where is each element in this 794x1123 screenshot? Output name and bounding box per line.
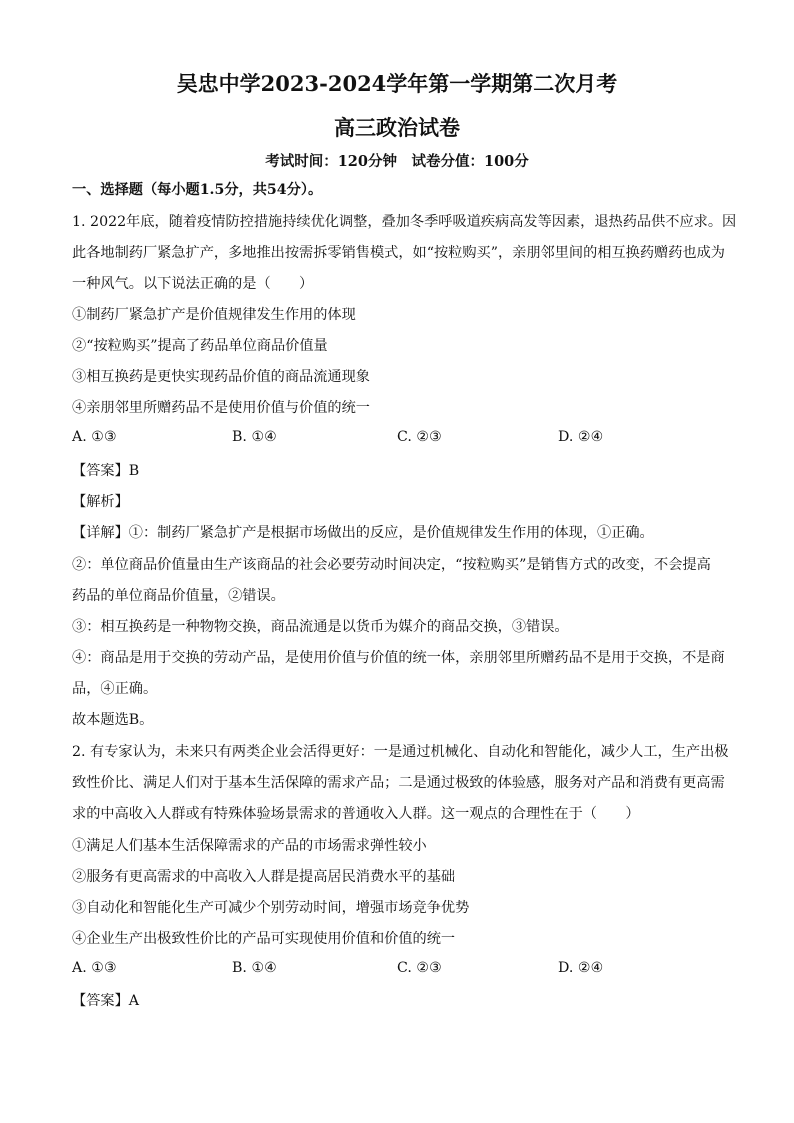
q1-conclusion: 故本题选B。 — [72, 712, 154, 728]
q2-statement: ④企业生产出极致性价比的产品可实现使用价值和价值的统一 — [72, 931, 456, 947]
q1-option-b: B. ①④ — [232, 429, 277, 445]
q2-answer: 【答案】A — [72, 993, 139, 1009]
q1-detail-line: 【详解】①：制药厂紧急扩产是根据市场做出的反应，是价值规律发生作用的体现，①正确。 — [72, 525, 654, 541]
q1-option-a: A. ①③ — [72, 429, 117, 445]
exam-info: 考试时间：120分钟 试卷分值：100分 — [265, 153, 529, 170]
q1-statement: ④亲朋邻里所赠药品不是使用价值与价值的统一 — [72, 400, 370, 416]
q2-option-d: D. ②④ — [558, 960, 604, 976]
q1-statement: ①制药厂紧急扩产是价值规律发生作用的体现 — [72, 307, 356, 323]
q1-detail-line: ④：商品是用于交换的劳动产品，是使用价值与价值的统一体，亲朋邻里所赠药品不是用于交换，不是商 — [72, 650, 725, 666]
q2-statement: ①满足人们基本生活保障需求的产品的市场需求弹性较小 — [72, 838, 427, 854]
q2-statement: ②服务有更高需求的中高收入人群是提高居民消费水平的基础 — [72, 869, 456, 885]
q1-analysis-label: 【解析】 — [72, 494, 129, 510]
q1-options — [72, 429, 722, 449]
q2-statement: ③自动化和智能化生产可减少个别劳动时间，增强市场竞争优势 — [72, 900, 470, 916]
q2-stem-line: 求的中高收入人群或有特殊体验场景需求的普通收入人群。这一观点的合理性在于（ ） — [72, 806, 640, 822]
q2-stem-line: 致性价比、满足人们对于基本生活保障的需求产品；二是通过极致的体验感，服务对产品和消费有更高需 — [72, 775, 725, 791]
q1-stem-line: 1. 2022年底，随着疫情防控措施持续优化调整，叠加冬季呼吸道疾病高发等因素，退热药品供不应求。因 — [72, 214, 737, 230]
q1-option-d: D. ②④ — [558, 429, 604, 445]
q1-detail-line: 药品的单位商品价值量，②错误。 — [72, 588, 285, 604]
section-heading: 一、选择题（每小题1.5分，共54分）。 — [72, 182, 323, 198]
q1-stem-line: 此各地制药厂紧急扩产，多地推出按需拆零销售模式，如“按粒购买”，亲朋邻里间的相互换药赠药也成为 — [72, 245, 725, 261]
q2-option-b: B. ①④ — [232, 960, 277, 976]
q1-stem-line: 一种风气。以下说法正确的是（ ） — [72, 276, 314, 292]
q2-option-a: A. ①③ — [72, 960, 117, 976]
q2-stem-line: 2. 有专家认为，未来只有两类企业会活得更好：一是通过机械化、自动化和智能化，减少人工，生产出极 — [72, 744, 729, 760]
q1-detail-line: ②：单位商品价值量由生产该商品的社会必要劳动时间决定，“按粒购买”是销售方式的改变，不会提高 — [72, 557, 711, 573]
q1-option-c: C. ②③ — [397, 429, 442, 445]
q1-detail-line: 品，④正确。 — [72, 681, 158, 697]
q1-statement: ②“按粒购买”提高了药品单位商品价值量 — [72, 338, 328, 354]
exam-title: 吴忠中学2023-2024学年第一学期第二次月考 — [176, 71, 618, 96]
q1-answer: 【答案】B — [72, 463, 140, 479]
q2-option-c: C. ②③ — [397, 960, 442, 976]
q1-detail-line: ③：相互换药是一种物物交换，商品流通是以货币为媒介的商品交换，③错误。 — [72, 619, 569, 635]
exam-subtitle: 高三政治试卷 — [334, 115, 460, 140]
q2-options — [72, 960, 722, 980]
q1-statement: ③相互换药是更快实现药品价值的商品流通现象 — [72, 369, 370, 385]
